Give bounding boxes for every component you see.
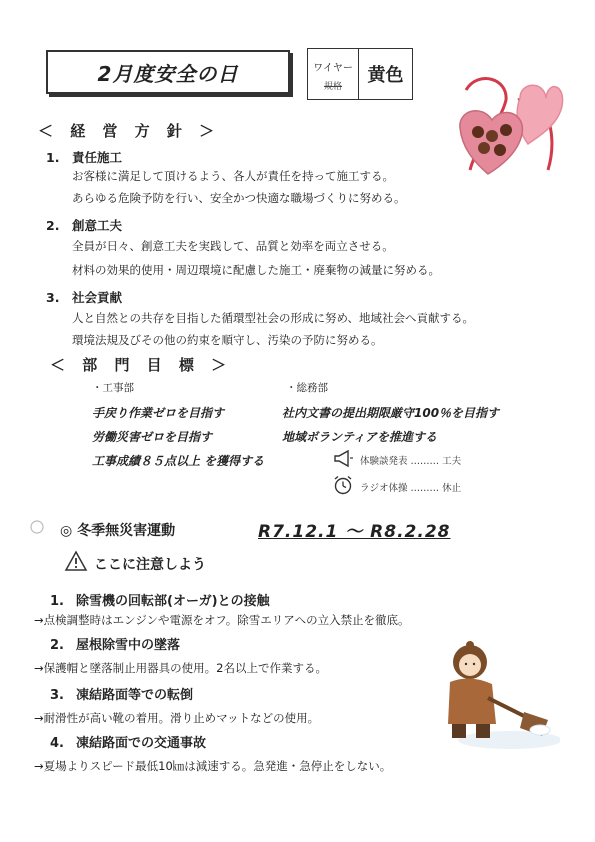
caution-item-4-title — [50, 732, 206, 751]
caution-item-num: 4. — [50, 736, 64, 751]
schedule-label: 体験談発表 — [360, 456, 408, 467]
policy-item-2-line-2: 材料の効果的使用・周辺環境に配慮した施工・廃棄物の減量に努める。 — [72, 263, 440, 277]
policy-item-1-line-2: あらゆる危険予防を行い、安全かつ快適な職場づくりに努める。 — [72, 191, 406, 205]
policy-item-num: 2. — [46, 218, 60, 233]
policy-item-2-line-1: 全員が日々、創意工夫を実践して、品質と効率を両立させる。 — [72, 239, 394, 253]
schedule-row-1 — [360, 453, 461, 467]
chocolate-piece — [494, 144, 506, 156]
wire-sub-label: 規格 — [323, 82, 342, 92]
caution-item-3-note: →耐滑性が高い靴の着用。滑り止めマットなどの使用。 — [34, 711, 320, 725]
schedule-value: 休止 — [442, 483, 462, 494]
heart-box — [460, 111, 523, 174]
boot — [476, 724, 490, 738]
construction-dept-name: ・工事部 — [92, 382, 134, 394]
wire-color-table — [307, 48, 413, 100]
construction-goal-2: 労働災害ゼロを目指す — [92, 430, 213, 444]
caution-item-1-title — [50, 590, 270, 609]
alarm-clock-icon — [332, 474, 354, 496]
campaign-title: ◎ 冬季無災害運動 — [60, 523, 176, 539]
wire-color-value: 黄色 — [367, 65, 404, 86]
chocolate-piece — [500, 124, 512, 136]
caution-item-2-note: →保護帽と墜落制止用器具の使用。2名以上で作業する。 — [34, 661, 327, 675]
policy-item-label: 社会貢献 — [72, 290, 123, 305]
megaphone-icon — [332, 448, 354, 468]
general-goal-2: 地域ボランティアを推進する — [282, 430, 438, 444]
construction-goal-3: 工事成績８５点以上 を獲得する — [92, 454, 265, 468]
chocolate-piece — [472, 126, 484, 138]
policy-item-3-line-2: 環境法規及びその他の約束を順守し、汚染の予防に努める。 — [72, 333, 383, 347]
face — [459, 654, 481, 676]
policy-heading: ＜ 経 営 方 針 ＞ — [38, 122, 221, 140]
punch-hole-mark — [28, 518, 46, 536]
heart-chocolate-illustration — [448, 70, 568, 195]
policy-item-label: 責任施工 — [72, 150, 123, 165]
wire-label: ワイヤー — [313, 63, 353, 74]
heart-lid — [517, 85, 562, 144]
caution-item-num: 2. — [50, 638, 64, 653]
policy-item-3-title — [46, 288, 122, 306]
page-title: 2月度安全の日 — [97, 61, 239, 86]
winter-coat — [448, 678, 496, 724]
caution-item-2-title — [50, 634, 180, 653]
caution-item-3-title — [50, 684, 193, 703]
campaign-period: R7.12.1 ～ R8.2.28 — [258, 522, 451, 542]
boot — [452, 724, 466, 738]
hat-pompom — [466, 641, 474, 649]
title-box — [46, 50, 290, 94]
policy-item-1-title — [46, 148, 122, 166]
schedule-row-2 — [360, 480, 461, 494]
policy-item-2-title — [46, 216, 122, 234]
caution-item-label: 屋根除雪中の墜落 — [76, 638, 181, 653]
general-dept-name: ・総務部 — [286, 382, 328, 394]
policy-item-num: 3. — [46, 290, 60, 305]
chocolate-piece — [478, 142, 490, 154]
caution-item-num: 1. — [50, 594, 64, 609]
warning-triangle-icon — [64, 550, 88, 572]
policy-item-num: 1. — [46, 150, 60, 165]
schedule-label: ラジオ体操 — [360, 483, 408, 494]
caution-item-1-note: →点検調整時はエンジンや電源をオフ。除雪エリアへの立入禁止を徹底。 — [34, 613, 410, 627]
schedule-dots: ……… — [410, 483, 440, 494]
snow-shoveling-illustration — [430, 640, 560, 750]
wire-left-cell — [308, 49, 359, 99]
general-goal-1: 社内文書の提出期限厳守100％を目指す — [282, 406, 500, 420]
policy-item-1-line-1: お客様に満足して頂けるよう、各人が責任を持って施工する。 — [72, 169, 394, 183]
caution-item-label: 凍結路面等での転倒 — [76, 688, 194, 703]
caution-heading: ここに注意しよう — [94, 557, 206, 573]
caution-item-label: 凍結路面での交通事故 — [76, 736, 207, 751]
caution-item-num: 3. — [50, 688, 64, 703]
schedule-value: 工夫 — [442, 456, 462, 467]
schedule-dots: ……… — [410, 456, 440, 467]
caution-item-4-note: →夏場よりスピード最低10㎞は減速する。急発進・急停止をしない。 — [34, 759, 392, 773]
policy-item-3-line-1: 人と自然との共存を目指した循環型社会の形成に努め、地域社会へ貢献する。 — [72, 311, 475, 325]
policy-item-label: 創意工夫 — [72, 218, 123, 233]
chocolate-piece — [486, 130, 498, 142]
dept-heading: ＜ 部 門 目 標 ＞ — [50, 356, 233, 374]
construction-goal-1: 手戻り作業ゼロを目指す — [92, 406, 225, 420]
caution-item-label: 除雪機の回転部(オーガ)との接触 — [76, 594, 270, 609]
